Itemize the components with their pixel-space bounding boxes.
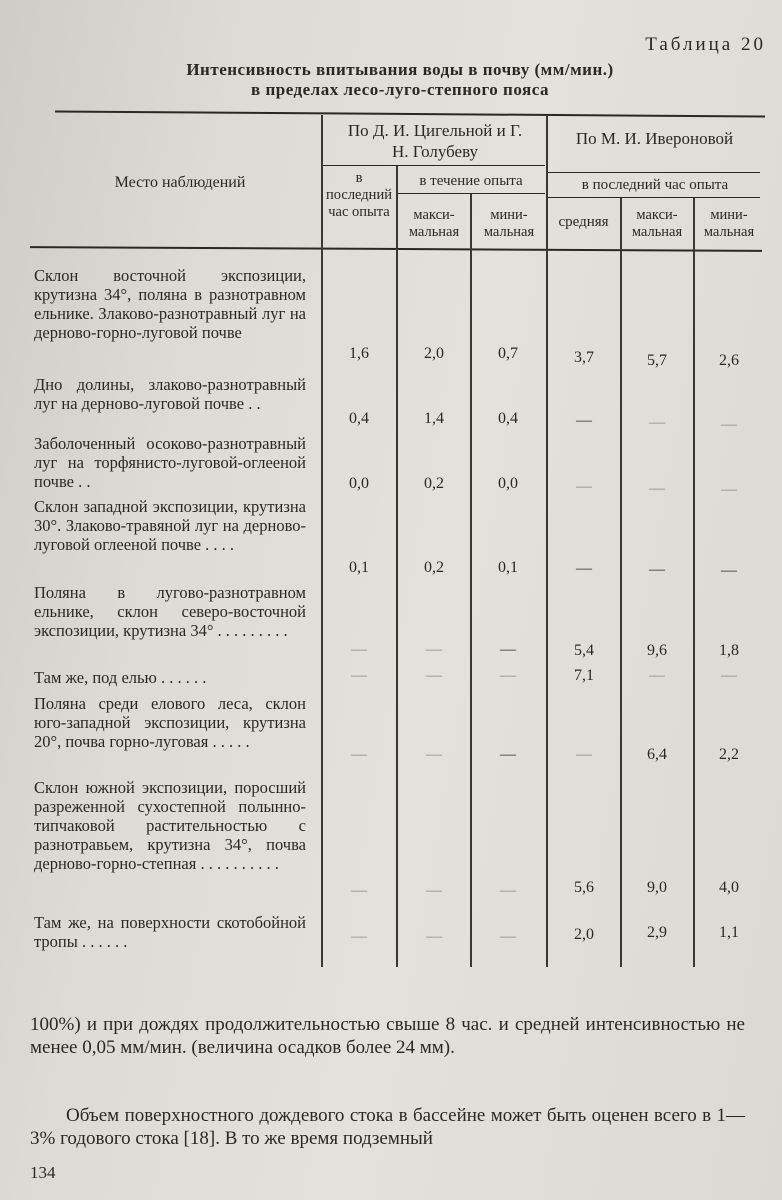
table-cell: — — [649, 480, 665, 497]
table-cell: — — [426, 667, 442, 684]
col-divider-6 — [693, 198, 695, 967]
table-cell: — — [426, 746, 442, 763]
row-label: Склон восточной экспозиции, крутизна 34°, поляна в разнотравном ельнике. Злаково-разнотравный луг на дерново-горно-луговой почве — [34, 266, 306, 342]
row-label: Дно долины, злаково-разнотравный луг на дерново-луговой почве . . — [34, 375, 306, 413]
table-cell: — — [649, 667, 665, 684]
row-label: Там же, на поверхности скотобойной тропы . . . . . . — [34, 913, 306, 951]
table-cell: — — [576, 560, 592, 577]
table-cell: — — [649, 414, 665, 431]
header-max-2: макси-мальная — [631, 207, 683, 240]
header-group-1: По Д. И. Цигельной и Г. Н. Голубеву — [347, 121, 523, 161]
table-title — [100, 60, 700, 100]
table-cell: 5,6 — [574, 879, 594, 896]
table-cell: — — [426, 928, 442, 945]
table-cell: 0,0 — [349, 475, 369, 492]
group-sub-rule-2 — [548, 172, 760, 173]
row-label: Склон южной экспозиции, поросший разреженной сухостепной полынно-типчаковой растительностью с разнотравьем, крутизна 34°, почва дерново-горно-степная . . . . . . . . . . — [34, 778, 306, 873]
table-cell: 0,2 — [424, 475, 444, 492]
table-cell: 0,1 — [498, 559, 518, 576]
row-label: Заболоченный осоково-разнотравный луг на торфянисто-луговой-оглееной почве . . — [34, 434, 306, 491]
table-cell: — — [649, 561, 665, 578]
table-cell: 1,4 — [424, 410, 444, 427]
header-during: в течение опыта — [419, 173, 523, 189]
table-cell: — — [500, 641, 516, 658]
table-cell: 0,0 — [498, 475, 518, 492]
header-min: мини-мальная — [483, 207, 535, 240]
table-cell: — — [351, 746, 367, 763]
table-cell: — — [500, 882, 516, 899]
table-cell: — — [721, 667, 737, 684]
table-cell: 5,7 — [647, 352, 667, 369]
title-line-1: Интенсивность впитывания воды в почву (мм/мин.) — [186, 60, 614, 79]
row-label: Поляна в лугово-разнотравном ельнике, склон северо-восточной экспозиции, крутизна 34° . . . . . . . . . — [34, 583, 306, 640]
header-min-2: мини-мальная — [703, 207, 755, 240]
table-cell: 0,4 — [498, 410, 518, 427]
table-cell: — — [500, 746, 516, 763]
table-cell: — — [351, 641, 367, 658]
table-cell: 0,7 — [498, 345, 518, 362]
table-cell: — — [721, 562, 737, 579]
table-cell: 9,6 — [647, 642, 667, 659]
row-label: Поляна среди елового леса, склон юго-западной экспозиции, крутизна 20°, почва горно-луговая . . . . . — [34, 694, 306, 751]
col-divider-1 — [321, 115, 323, 967]
table-cell: 3,7 — [574, 349, 594, 366]
header-group-2: По М. И. Ивероновой — [575, 129, 734, 148]
table-cell: 1,8 — [719, 642, 739, 659]
table-cell: 5,4 — [574, 642, 594, 659]
group-sub-rule-1 — [323, 165, 545, 166]
page-number: 134 — [30, 1163, 56, 1182]
table-cell: — — [351, 882, 367, 899]
col-divider-5 — [620, 198, 622, 967]
body-paragraph-1: 100%) и при дождях продолжительностью свыше 8 час. и средней интенсивностью не менее 0,05 мм/мин. (величина осадков более 24 мм). — [30, 1014, 745, 1058]
lasthour-sub-rule — [548, 197, 760, 198]
table-cell: — — [351, 667, 367, 684]
table-cell: — — [576, 746, 592, 763]
table-cell: — — [721, 416, 737, 433]
header-place: Место наблюдений — [114, 174, 246, 191]
table-cell: 9,0 — [647, 879, 667, 896]
table-cell: — — [576, 478, 592, 495]
col-divider-3 — [470, 194, 472, 967]
table-cell: 4,0 — [719, 879, 739, 896]
table-cell: — — [721, 481, 737, 498]
table-cell: 0,1 — [349, 559, 369, 576]
header-avg: средняя — [558, 214, 609, 230]
table-cell: 7,1 — [574, 667, 594, 684]
header-max: макси-мальная — [408, 207, 460, 240]
table-label: Таблица 20 — [645, 34, 766, 55]
table-cell: 1,1 — [719, 924, 739, 941]
table-cell: 1,6 — [349, 345, 369, 362]
table-cell: — — [576, 412, 592, 429]
table-cell: 0,2 — [424, 559, 444, 576]
table-cell: 2,0 — [574, 926, 594, 943]
row-label: Склон западной экспозиции, крутизна 30°. Злаково-травяной луг на дерново-луговой оглееной почве . . . . — [34, 497, 306, 554]
row-label: Там же, под елью . . . . . . — [34, 668, 207, 687]
table-cell: — — [351, 928, 367, 945]
body-paragraph-2: Объем поверхностного дождевого стока в бассейне может быть оценен всего в 1—3% годового стока [18]. В то же время подземный — [30, 1105, 745, 1149]
table-cell: — — [426, 882, 442, 899]
table-cell: 6,4 — [647, 746, 667, 763]
header-last-hour-2: в последний час опыта — [581, 177, 729, 193]
table-cell: 0,4 — [349, 410, 369, 427]
table-cell: — — [426, 641, 442, 658]
col-divider-4 — [546, 115, 548, 967]
table-cell: 2,0 — [424, 345, 444, 362]
header-last-hour: в последний час опыта — [326, 170, 392, 220]
table-cell: 2,9 — [647, 924, 667, 941]
table-cell: 2,6 — [719, 352, 739, 369]
table-cell: 2,2 — [719, 746, 739, 763]
table-cell: — — [500, 928, 516, 945]
table-top-rule — [55, 111, 765, 118]
title-line-2: в пределах лесо-луго-степного пояса — [251, 80, 549, 99]
table-cell: — — [500, 667, 516, 684]
